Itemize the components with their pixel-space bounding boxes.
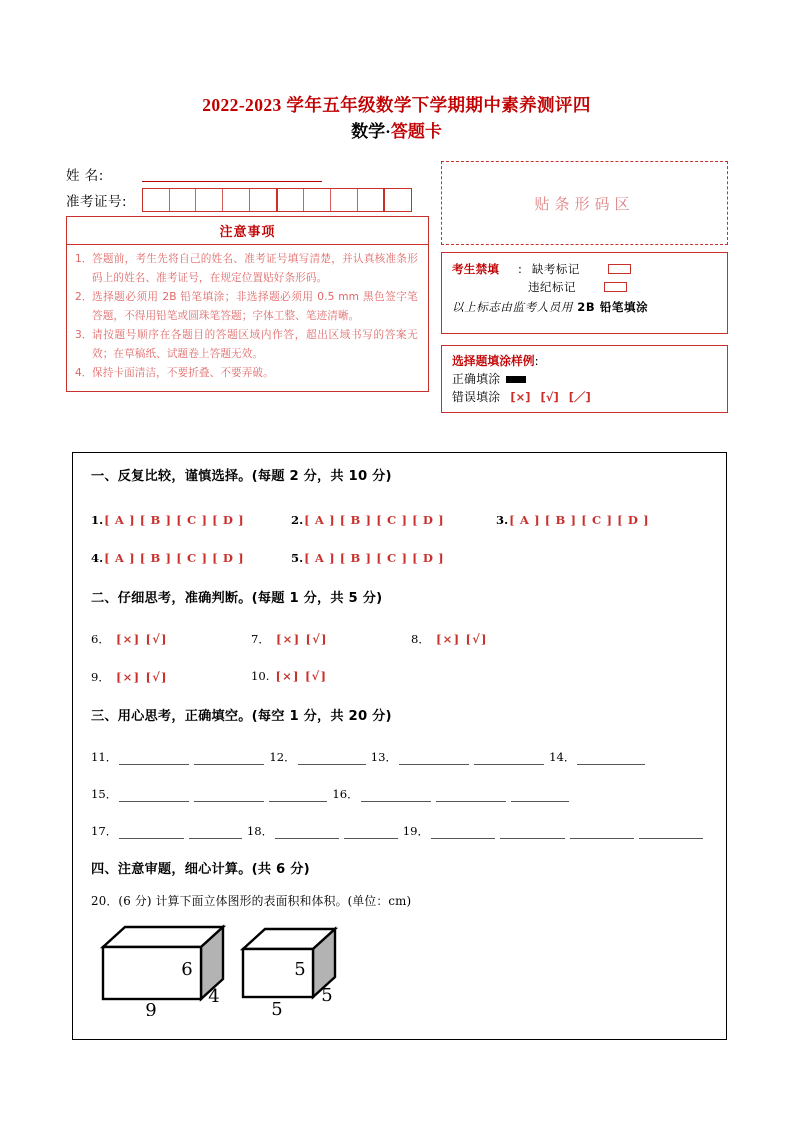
question-20-text: 20．(6 分) 计算下面立体图形的表面积和体积。(单位：cm) [91, 894, 412, 908]
truefalse-options[interactable]: [×] [√] [275, 669, 328, 683]
fill-sample-colon: : [534, 354, 539, 368]
fill-sample-box [441, 345, 728, 413]
examid-cell[interactable] [143, 189, 170, 211]
question-number: 13． [370, 750, 398, 764]
truefalse-options[interactable]: [×] [√] [115, 632, 168, 646]
fill-blank[interactable] [570, 827, 634, 839]
correct-fill-row [452, 370, 727, 388]
page-subtitle [0, 119, 793, 145]
cube-figure [239, 923, 349, 1018]
fill-blank[interactable] [474, 753, 544, 765]
truefalse-row [91, 631, 708, 647]
fill-blank[interactable] [361, 790, 431, 802]
fill-blank[interactable] [500, 827, 564, 839]
cuboid-width-label: 9 [145, 1000, 157, 1016]
wrong-fill-row [452, 388, 727, 406]
choice-options[interactable]: [ A ] [ B ] [ C ] [ D ] [104, 551, 245, 565]
examid-row [66, 188, 426, 212]
question-number: 18． [246, 824, 274, 838]
figures-area [91, 921, 708, 1021]
barcode-paste-area [441, 161, 728, 245]
wrong-mark-cross-icon: [×] [510, 390, 531, 404]
fill-blank[interactable] [344, 827, 397, 839]
correct-fill-label: 正确填涂 [452, 372, 501, 386]
notice-item-text: 保持卡面清洁，不要折叠、不要弄破。 [92, 367, 274, 379]
notice-item-number: 1． [75, 253, 93, 265]
truefalse-question-7[interactable] [251, 631, 411, 647]
truefalse-question-10[interactable] [251, 669, 327, 685]
wrong-fill-label: 错误填涂 [452, 390, 501, 404]
absent-mark-label: 缺考标记 [531, 262, 580, 276]
answer-area [72, 452, 727, 1040]
question-number: 9． [91, 670, 110, 684]
question-number: 15． [91, 787, 118, 801]
question-number: 19． [402, 824, 430, 838]
subtitle-separator: · [385, 122, 391, 141]
section-two-rows [91, 631, 708, 685]
subtitle-subject: 数学 [351, 122, 386, 141]
barcode-area-label: 贴条形码区 [534, 194, 635, 213]
section-four-heading: 四、注意审题，细心计算。(共 6 分) [91, 862, 310, 877]
fill-row [91, 749, 708, 765]
fill-blank[interactable] [298, 753, 366, 765]
section-one-rows [91, 513, 708, 565]
examid-cell[interactable] [385, 189, 411, 211]
choice-options[interactable]: [ A ] [ B ] [ C ] [ D ] [509, 513, 650, 527]
fill-sample-title-row [452, 352, 727, 370]
choice-row [91, 551, 708, 565]
proctor-marks-box [441, 252, 728, 334]
notice-item-text: 答题前，考生先将自己的姓名、准考证号填写清楚，并认真核准条形码上的姓名、准考证号，在规定位置贴好条形码。 [92, 253, 418, 284]
examid-cell[interactable] [331, 189, 358, 211]
fill-blank[interactable] [511, 790, 569, 802]
choice-question-5[interactable] [291, 551, 444, 565]
notice-item [75, 250, 418, 287]
wrong-fill-marks [510, 388, 590, 406]
notice-item [75, 364, 418, 383]
fill-row [91, 786, 708, 802]
question-number: 12． [269, 750, 296, 764]
violation-mark-row [452, 278, 727, 296]
fill-blank[interactable] [436, 790, 506, 802]
truefalse-question-6[interactable] [91, 631, 251, 647]
examid-cell[interactable] [223, 189, 250, 211]
choice-question-4[interactable] [91, 551, 291, 565]
fill-sample-title: 选择题填涂样例 [452, 354, 535, 368]
name-label: 姓 名: [66, 168, 104, 184]
violation-mark-label: 违纪标记 [528, 280, 576, 294]
notice-item-text: 选择题必须用 2B 铅笔填涂；非选择题必须用 0.5 mm 黑色签字笔答题，不得用铅笔或圆珠笔答题；字体工整、笔迹清晰。 [92, 291, 418, 322]
absent-mark-row [452, 260, 727, 278]
truefalse-options[interactable]: [×] [√] [435, 632, 488, 646]
fill-blank[interactable] [577, 753, 645, 765]
examid-cell[interactable] [278, 189, 305, 211]
fill-blank[interactable] [269, 790, 327, 802]
question-number: 1. [91, 513, 104, 527]
notice-item [75, 288, 418, 325]
fill-blank[interactable] [189, 827, 242, 839]
section-one-heading: 一、反复比较，谨慎选择。(每题 2 分，共 10 分) [91, 469, 392, 484]
cube-depth-label: 5 [321, 985, 333, 1006]
question-number: 17． [91, 824, 118, 838]
choice-question-1[interactable] [91, 513, 291, 527]
question-number: 8． [411, 632, 430, 646]
notice-item-number: 4． [75, 367, 93, 379]
proctor-footnote-bold: 2B 铅笔填涂 [577, 300, 649, 314]
choice-options[interactable]: [ A ] [ B ] [ C ] [ D ] [304, 513, 445, 527]
notice-header: 注意事项 [67, 217, 428, 245]
truefalse-row [91, 669, 708, 685]
proctor-footnote-pre: 以上标志由监考人员用 [452, 300, 578, 314]
cube-width-label: 5 [271, 999, 283, 1018]
proctor-box-colon: : [518, 262, 522, 276]
proctor-footnote [452, 299, 727, 315]
notice-item-number: 3． [75, 329, 93, 341]
question-number: 2. [291, 513, 304, 527]
fill-blank[interactable] [399, 753, 469, 765]
question-number: 4. [91, 551, 104, 565]
notice-item [75, 326, 418, 363]
notice-box [66, 216, 429, 392]
examid-cell[interactable] [358, 189, 386, 211]
fill-blank[interactable] [119, 790, 189, 802]
cuboid-depth-label: 4 [208, 986, 220, 1007]
fill-blank[interactable] [119, 753, 189, 765]
fill-row [91, 823, 708, 839]
examid-cell[interactable] [170, 189, 197, 211]
question-number: 10. [251, 669, 270, 683]
question-number: 16． [332, 787, 359, 801]
choice-options[interactable]: [ A ] [ B ] [ C ] [ D ] [104, 513, 245, 527]
truefalse-options[interactable]: [×] [√] [275, 632, 328, 646]
choice-question-3[interactable] [496, 513, 649, 527]
proctor-box-title: 考生禁填 [452, 262, 500, 276]
wrong-mark-slash-icon: [／] [568, 390, 591, 404]
question-number: 6． [91, 632, 110, 646]
notice-list [67, 245, 428, 391]
examid-label: 准考证号: [66, 194, 128, 210]
notice-item-text: 请按题号顺序在各题目的答题区域内作答，超出区域书写的答案无效；在草稿纸、试题卷上答题无效。 [92, 329, 418, 360]
fill-blank[interactable] [194, 790, 264, 802]
question-number: 14． [549, 750, 576, 764]
question-number: 7． [251, 632, 270, 646]
name-row [66, 162, 426, 186]
truefalse-question-9[interactable] [91, 669, 251, 685]
cuboid-figure [99, 921, 239, 1016]
fill-blank[interactable] [639, 827, 703, 839]
fill-blank[interactable] [431, 827, 495, 839]
wrong-mark-check-icon: [√] [540, 390, 559, 404]
absent-mark-checkbox[interactable] [608, 264, 631, 274]
subtitle-sheet: 答题卡 [390, 122, 442, 141]
page-title: 2022-2023 学年五年级数学下学期期中素养测评四 [202, 95, 591, 115]
question-number: 3. [496, 513, 509, 527]
choice-row [91, 513, 708, 527]
section-three-rows [91, 749, 708, 839]
correct-fill-mark-icon [506, 376, 526, 383]
truefalse-options[interactable]: [×] [√] [115, 670, 168, 684]
examid-cell[interactable] [304, 189, 331, 211]
truefalse-question-8[interactable] [411, 631, 488, 647]
section-three-heading: 三、用心思考，正确填空。(每空 1 分，共 20 分) [91, 709, 392, 724]
question-number: 11． [91, 750, 118, 764]
cuboid-height-label: 6 [181, 959, 193, 980]
name-input-rule[interactable] [142, 166, 322, 182]
cube-height-label: 5 [294, 959, 306, 980]
title-block [0, 92, 793, 145]
choice-options[interactable]: [ A ] [ B ] [ C ] [ D ] [304, 551, 445, 565]
examid-grid[interactable] [142, 188, 412, 212]
violation-mark-checkbox[interactable] [604, 282, 627, 292]
identity-block [66, 162, 426, 214]
fill-blank[interactable] [119, 827, 183, 839]
section-two-heading: 二、仔细思考，准确判断。(每题 1 分，共 5 分) [91, 591, 383, 606]
examid-cell[interactable] [196, 189, 223, 211]
notice-item-number: 2． [75, 291, 93, 303]
choice-question-2[interactable] [291, 513, 496, 527]
fill-blank[interactable] [194, 753, 264, 765]
question-number: 5. [291, 551, 304, 565]
fill-blank[interactable] [275, 827, 339, 839]
examid-cell[interactable] [250, 189, 278, 211]
